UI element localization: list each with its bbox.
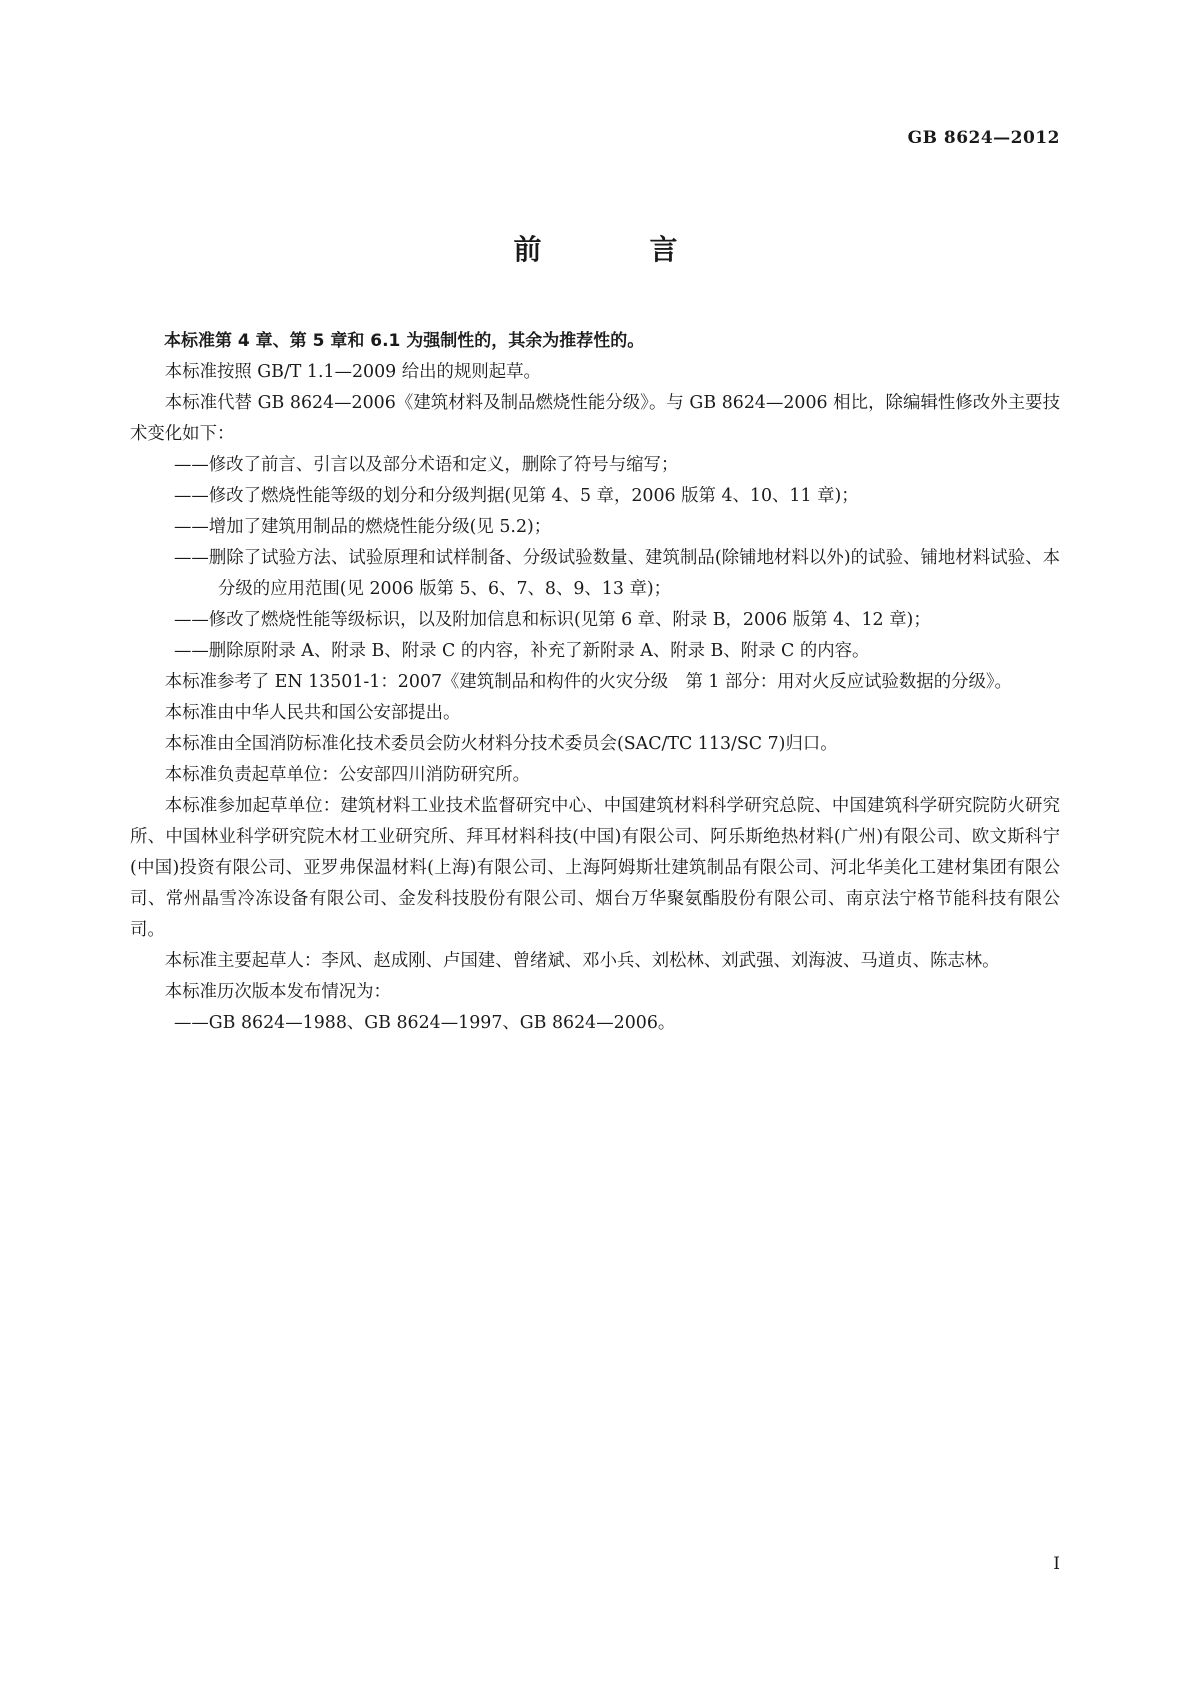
paragraph: 本标准主要起草人：李风、赵成刚、卢国建、曾绪斌、邓小兵、刘松林、刘武强、刘海波、马道贞、陈志林。: [164, 951, 1000, 971]
change-item: ——删除了试验方法、试验原理和试样制备、分级试验数量、建筑制品(除铺地材料以外)的试验、铺地材料试验、本分级的应用范围(见 2006 版第 5、6、7、8、9、13 章)；: [174, 548, 1060, 599]
page-number: I: [1053, 1554, 1060, 1574]
paragraph: 本标准由全国消防标准化技术委员会防火材料分技术委员会(SAC/TC 113/SC 7)归口。: [164, 734, 838, 754]
change-item: ——修改了燃烧性能等级标识，以及附加信息和标识(见第 6 章、附录 B，2006 版第 4、12 章)；: [174, 610, 931, 630]
paragraph: 本标准代替 GB 8624—2006《建筑材料及制品燃烧性能分级》。与 GB 8624—2006 相比，除编辑性修改外主要技术变化如下：: [130, 393, 1060, 444]
mandatory-statement: 本标准第 4 章、第 5 章和 6.1 为强制性的，其余为推荐性的。: [164, 331, 645, 351]
paragraph: 本标准历次版本发布情况为：: [164, 982, 391, 1002]
paragraph: 本标准参考了 EN 13501-1：2007《建筑制品和构件的火灾分级 第 1 部分：用对火反应试验数据的分级》。: [164, 672, 1012, 692]
paragraph: 本标准参加起草单位：建筑材料工业技术监督研究中心、中国建筑材料科学研究总院、中国建筑科学研究院防火研究所、中国林业科学研究院木材工业研究所、拜耳材料科技(中国)有限公司、阿乐斯绝热材料(广州)有限公司、欧文斯科宁(中国)投资有限公司、亚罗弗保温材料(上海)有限公司、上海阿姆斯壮建筑制品有限公司、河北华美化工建材集团有限公司、常州晶雪冷冻设备有限公司、金发科技股份有限公司、烟台万华聚氨酯股份有限公司、南京法宁格节能科技有限公司。: [130, 796, 1060, 940]
version-history-item: ——GB 8624—1988、GB 8624—1997、GB 8624—2006。: [174, 1013, 676, 1033]
change-item: ——增加了建筑用制品的燃烧性能分级(见 5.2)；: [174, 517, 552, 537]
change-item: ——删除原附录 A、附录 B、附录 C 的内容，补充了新附录 A、附录 B、附录 C 的内容。: [174, 641, 870, 661]
paragraph: 本标准负责起草单位：公安部四川消防研究所。: [164, 765, 531, 785]
change-item: ——修改了燃烧性能等级的划分和分级判据(见第 4、5 章，2006 版第 4、10、11 章)；: [174, 486, 859, 506]
change-item: ——修改了前言、引言以及部分术语和定义，删除了符号与缩写；: [174, 455, 679, 475]
standard-number: GB 8624—2012: [907, 128, 1060, 148]
foreword-body: [130, 326, 1060, 1039]
paragraph: 本标准由中华人民共和国公安部提出。: [164, 703, 461, 723]
page-title: 前 言: [513, 233, 718, 266]
paragraph: 本标准按照 GB/T 1.1—2009 给出的规则起草。: [164, 362, 541, 382]
